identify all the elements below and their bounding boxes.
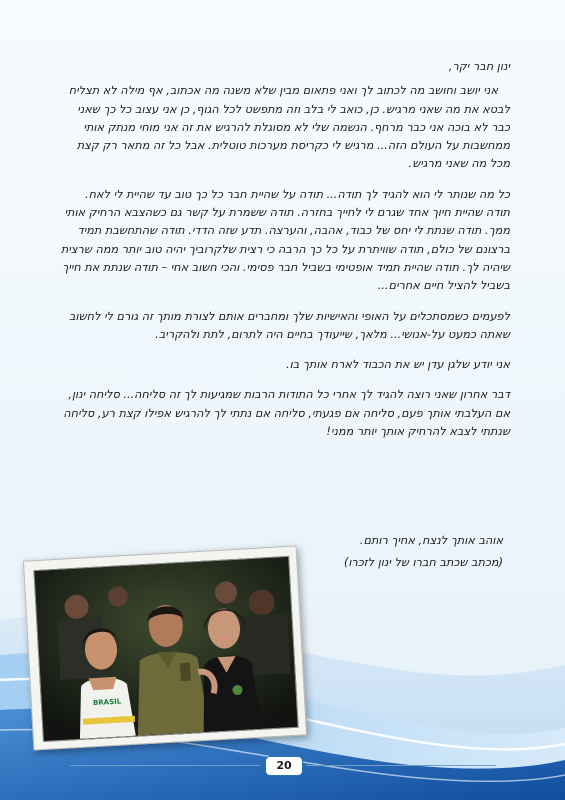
letter-greeting: ינון חבר יקר, (448, 60, 510, 73)
footer-rule-left (70, 765, 260, 766)
letter-body (58, 58, 510, 453)
letter-caption: (מכתב שכתב חברו של ינון לזכרו) (343, 556, 503, 569)
photo-illustration (35, 557, 298, 741)
framed-photo (23, 546, 307, 751)
shirt-text: BRASIL (92, 697, 122, 708)
letter-closing: אוהב אותך לנצח, אחיך רותם. (359, 534, 503, 547)
page-number: 20 (265, 756, 303, 776)
letter-paragraph: אני יודע שלגן עדן יש את הכבוד לארח אותך בו. (286, 358, 510, 372)
letter-paragraph: לפעמים כשמסתכלים על האופי והאישיות שלך ומחברים אותם לצורת מותך זה גורם לי לחשוב שאתה כמעט על-אנושי... מלאך, שייעודך בחיים היה לתרום, לתת ולהקריב. (68, 309, 510, 341)
photo-image (33, 556, 298, 742)
letter-paragraph: אני יושב וחושב מה לכתוב לך ואני פתאום מבין שלא משנה מה אכתוב, אף מילה לא תצליח לבטא את מה שאני מרגיש. כן, כואב לי בלב וזה מתפשט לכל הגוף, כן אני עצוב כל כך שאני כבר לא בוכה אני כבר מרחף. הנשמה שלי לא מסוגלת להרגיש את זה אני מוחי מנתק אותי ממחשבות על העולם הזה... מרגיש לי כקריסת מערכות טוטלית. אבל כל זה מתאר רק קצת מכל מה שאני מרגיש. (68, 84, 510, 171)
footer-rule-right (306, 765, 496, 766)
letter-paragraph: כל מה שנותר לי הוא להגיד לך תודה... תודה על שהיית חבר כל כך טוב עד שהיית לי לאח. תודה שהיית חיוך אחד שגרם לי לחייך בחזרה. תודה ששמרת על קשר גם כשהצבא הרחיק אותי ממך. תודה שנתת לי יחס של כבוד, אהבה, והערצה. תדע שזה הדדי. תודה שהתחשבת תמיד ברצונם של כולם, תודה שוויתרת על כל כך הרבה כי רצית שלקרוביך יהיה טוב יותר ממה שרצית שיהיה לך. תודה שהיית תמיד אופטימי בשביל חבר פסימי. והכי חשוב אחי – תודה שנתת את חייך בשביל להציל חיים אחרים... (60, 187, 510, 293)
letter-paragraph: דבר אחרון שאני רוצה להגיד לך אחרי כל התודות הרבות שמגיעות לך זה סליחה... סליחה ינון, אם העלבתי אותך פעם, סליחה אם פגעתי, סליחה אם נתתי לך להרגיש אפילו קצת רע, סליחה שנתתי לצבא להרחיק אותך יותר ממני! (63, 388, 510, 439)
